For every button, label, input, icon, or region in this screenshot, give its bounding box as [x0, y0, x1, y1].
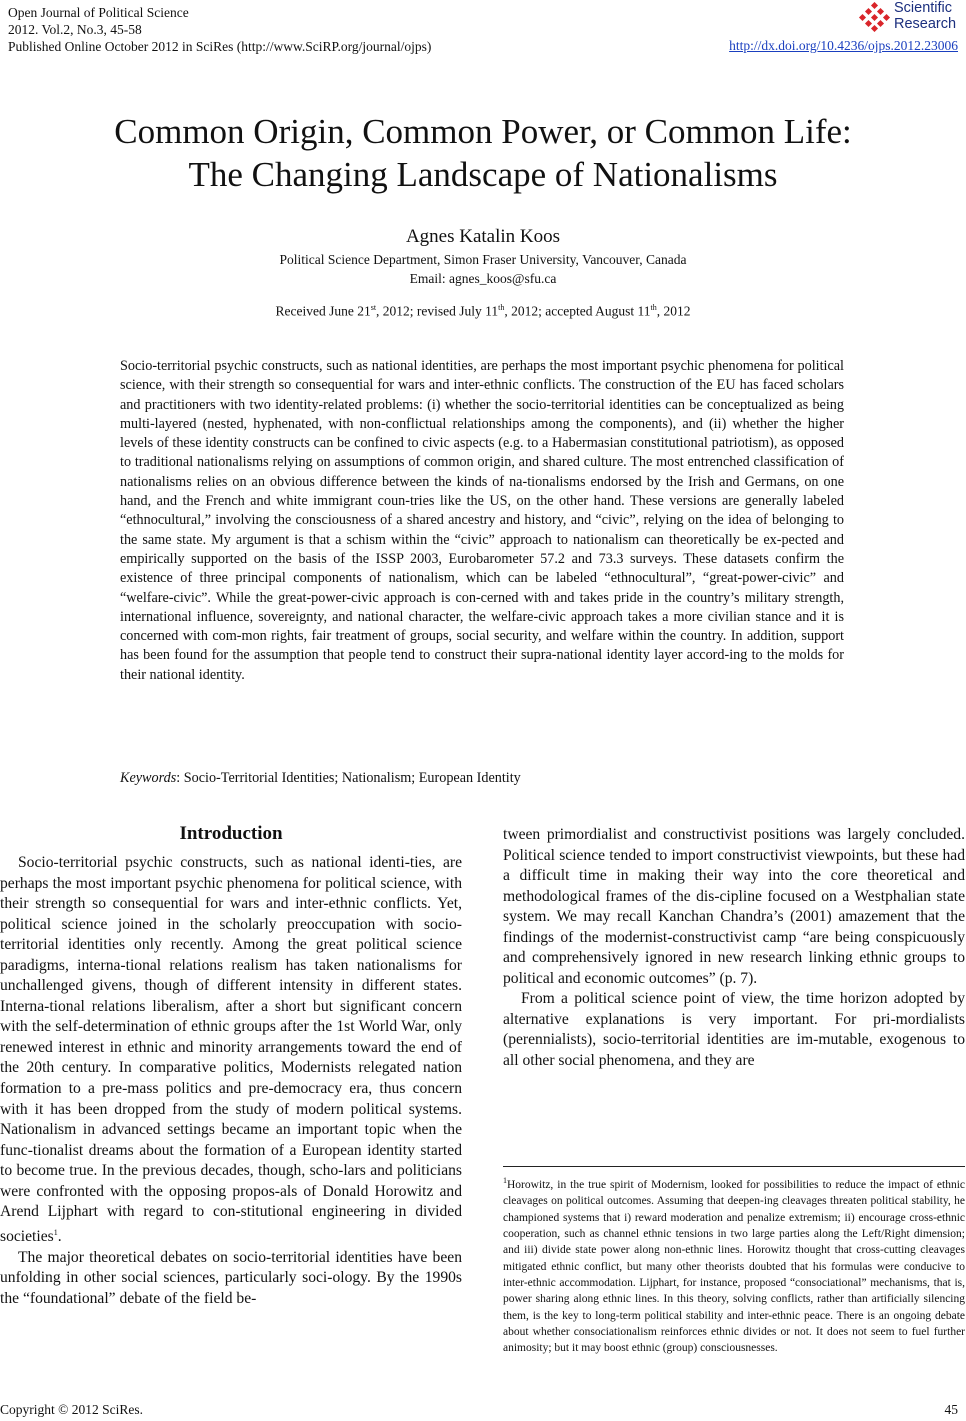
footnote-ref[interactable]: 1: [53, 1227, 58, 1237]
author-affiliation: Political Science Department, Simon Fraser University, Vancouver, Canada Email: agnes_koos@sfu.ca: [0, 250, 966, 288]
paragraph: From a political science point of view, the time horizon adopted by alternative explanations is very important. For pri-mordialists (perennialists), socio-territorial identities are im-mutable, exogenous to all other social phenomena, and they are: [503, 990, 965, 1070]
page-number: 45: [944, 1402, 958, 1417]
paragraph: tween primordialist and constructivist positions was largely concluded. Political science tended to import constructivist viewpoints, but these had a difficult time in making their way into the core theoretical and methodological frames of the dis-cipline focused on a Westphalian state system. We may recall Kanchan Chandra’s (2001) amazement that the findings of the modernist-constructivist camp “are being conspicuously and comprehensively ignored in new research linking ethnic groups to political and economic outcomes” (p. 7).: [503, 826, 965, 987]
paper-title: Common Origin, Common Power, or Common Life: The Changing Landscape of Nationalisms: [114, 112, 852, 194]
left-column: [0, 822, 462, 1309]
author-email: Email: agnes_koos@sfu.ca: [409, 271, 557, 286]
keywords: Keywords: Socio-Territorial Identities; Nationalism; European Identity: [120, 770, 521, 786]
section-heading: Introduction: [179, 823, 283, 844]
paragraph: The major theoretical debates on socio-territorial identities have been unfolding in other social sciences, particularly soci-ology. By the 1990s the “foundational” debate of the field be-: [0, 1248, 462, 1307]
doi-link[interactable]: http://dx.doi.org/10.4236/ojps.2012.23006: [729, 38, 958, 53]
abstract: Socio-territorial psychic constructs, such as national identities, are perhaps the most important psychic phenomena for political science, with their strength so consequential for wars and inter-ethnic conflicts. The construction of the EU has faced scholars and practitioners with two identity-related problems: (i) whether the socio-territorial identities can be conceptualized as being multi-layered (nested, hyphenated, with non-conflictual relationships among the components), and (ii) whether the higher levels of these identity constructs can be confined to civic aspects (e.g. to a Habermasian constitutional patriotism), as opposed to traditional nationalisms relying on assumptions of common origin, and shared culture. The most entrenched classification of nationalisms relies on an obvious difference between the kinds of na-tionalisms endorsed by the Irish and Germans, on one hand, and the French and white immigrant coun-tries like the US, on the other hand. These versions are generally labeled “ethnocultural,” involving the consciousness of a shared ancestry and history, and “civic”, relying on the idea of belonging to the same state. My argument is that a schism within the “civic” approach to nationalism can theoretically be ex-pected and empirically supported on the basis of the ISSP 2003, Eurobarometer 57.2 and 73.3 surveys. These datasets confirm the existence of three principal components of nationalism, which can be labeled “ethnocultural”, “great-power-civic” and “welfare-civic”. While the great-power-civic approach is con-cerned with and takes pride in the country’s military strength, international influence, sovereignty, and national character, the welfare-civic approach takes a more civilian stance and it is concerned with com-mon rights, fair treatment of groups, social security, and welfare within the country. In addition, support has been found for the assumption that people tend to construct their supra-national identity layer accord-ing to the molds for their national identity.: [120, 358, 844, 683]
paragraph: Socio-territorial psychic constructs, such as national identi-ties, are perhaps the most important psychic phenomena for political science, with their strength so consequential for wars and inter-ethnic conflicts. Yet, political science joined in the scholarly preoccupation with socio-territorial identities only recently. Among the great political science paradigms, interna-tional relations realism has taken nationalisms for unchallenged givens, though of different intensity in different states. Interna-tional relations liberalism, after a short but significant concern with the self-determination of ethnic groups after the 1st World War, only renewed interest in ethnic and minority arrangements toward the end of the 20th century. In comparative politics, Modernists relegated nation formation to a pre-mass politics and pre-democracy era, thus concern with it has been dropped from the study of modern political systems. Nationalism in advanced settings became an important topic when the func-tionalist dreams about the formation of a European identity started to become true. In the previous decades, though, scho-lars and politicians were confronted with the opposing propos-als of Donald Horowitz and Arend Lijphart with regard to con-stitutional engineering in divided societies$^1$.: [0, 854, 462, 1246]
publication-info: Published Online October 2012 in SciRes (http://www.SciRP.org/journal/ojps): [8, 39, 432, 54]
footnote-separator: [503, 1166, 965, 1167]
page-footer: [0, 1402, 958, 1418]
author-name: Agnes Katalin Koos: [405, 226, 561, 247]
journal-name: Open Journal of Political Science: [8, 5, 189, 20]
publisher-logo: [858, 0, 958, 36]
keywords-label: Keywords: [120, 770, 177, 786]
diamond-logo-icon: [858, 2, 892, 32]
logo-text: Scientific Research: [894, 0, 957, 32]
journal-volume: 2012. Vol.2, No.3, 45-58: [8, 22, 142, 37]
journal-header: [8, 4, 431, 55]
right-column: [503, 825, 965, 1072]
received-dates: Received June 21st, 2012; revised July 11th, 2012; accepted August 11th, 2012: [275, 303, 691, 319]
copyright: Copyright © 2012 SciRes.: [0, 1402, 144, 1417]
footnote: $^1$Horowitz, in the true spirit of Modernism, looked for possibilities to reduce the impact of ethnic cleavages on political outcomes. Assuming that deepen-ing cleavages threaten political stability, he championed systems that i) reward moderation and penalize extremism; ii) encourage cross-ethnic cooperation, such as channel ethnic tensions in two large parties along the Left/Right dimension; and iii) divide state power along non-ethnic lines. Horowitz thought that cross-cutting cleavages mitigated ethnic conflict, but many other theorists doubted that his formulas were conducive to inter-ethnic accommodation. Lijphart, for instance, proposed “consociational” mechanisms, that is, power sharing along ethnic lines. In this theory, solving conflicts, rather than artificially silencing them, is the key to long-term political stability and inter-ethnic peace. There is an ongoing debate about whether consociationalism reinforces ethnic divides or not. It does not seem to fuel further animosity; but it may boost ethnic (group) consciousnesses.: [503, 1176, 965, 1355]
